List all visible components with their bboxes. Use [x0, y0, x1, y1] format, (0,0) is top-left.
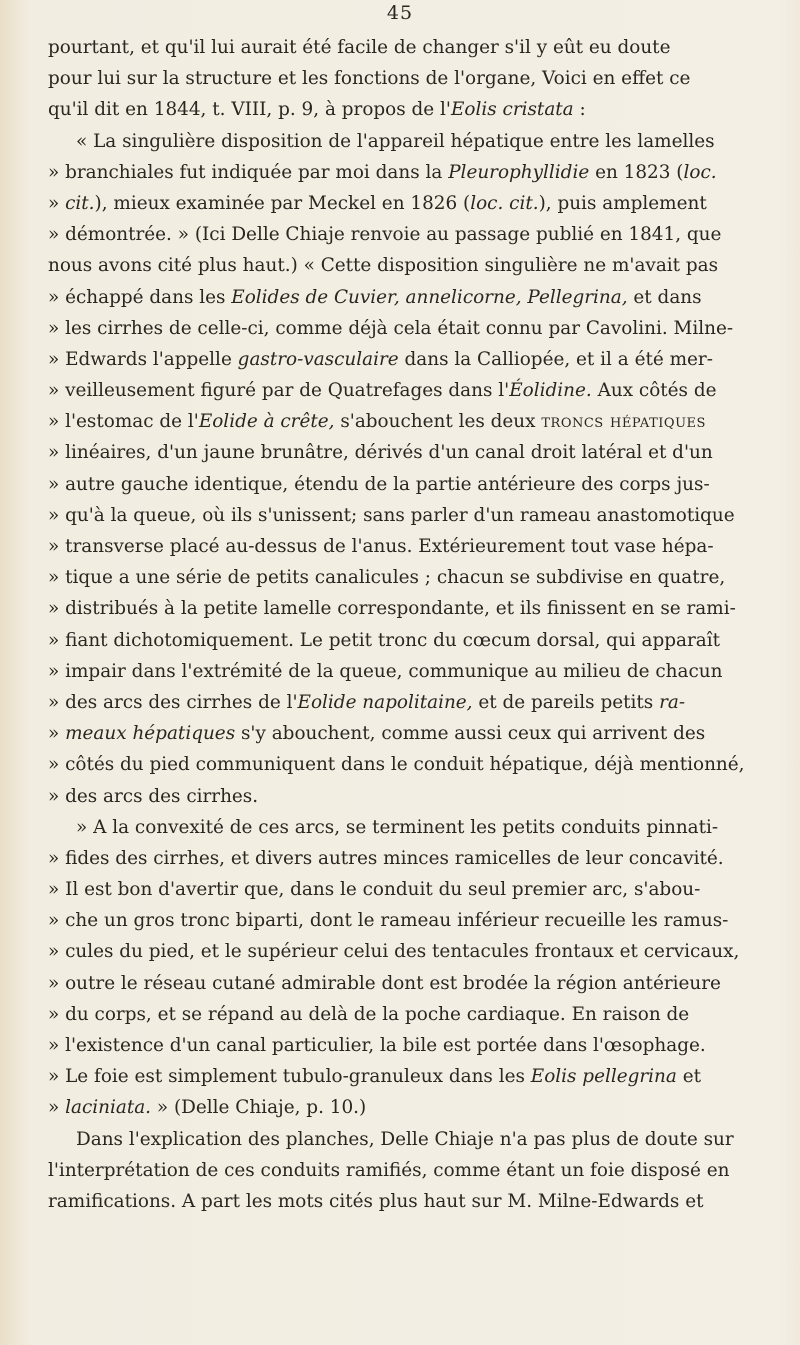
text-span: ), puis amplement [538, 192, 707, 214]
text-span: s'abouchent les deux [334, 411, 542, 433]
text-span: » échappé dans les [48, 286, 232, 308]
text-line [48, 313, 784, 344]
text-span: qu'il dit en 1844, t. VIII, p. 9, à propos de l' [48, 99, 451, 121]
text-line [48, 625, 784, 656]
text-span: » des arcs des cirrhes. [48, 785, 259, 807]
text-span: ), mieux examinée par Meckel en 1826 ( [94, 192, 471, 214]
text-span: l'interprétation de ces conduits ramifiés, comme étant un foie disposé en [48, 1159, 730, 1181]
text-span: « La singulière disposition de l'appareil hépatique entre les lamelles [76, 130, 715, 152]
text-span: » veilleusement figuré par de Quatrefages dans l' [48, 380, 510, 402]
italic-text: cit. [65, 192, 95, 214]
text-span: » Il est bon d'avertir que, dans le conduit du seul premier arc, s'abou- [48, 879, 701, 901]
text-span: » qu'à la queue, où ils s'unissent; sans parler d'un rameau anastomotique [48, 504, 735, 526]
italic-text: Pleurophyllidie [448, 161, 590, 183]
italic-text: meaux hépatiques [65, 723, 236, 745]
text-line [48, 843, 784, 874]
italic-text: Eolide à crête, [198, 411, 335, 433]
text-line [48, 718, 784, 749]
small-caps-text: troncs hépatiques [541, 411, 706, 433]
text-line [48, 687, 784, 718]
text-line [48, 593, 784, 624]
text-line [48, 781, 784, 812]
text-span: » autre gauche identique, étendu de la partie antérieure des corps jus- [48, 473, 710, 495]
text-span: » l'existence d'un canal particulier, la bile est portée dans l'œsophage. [48, 1035, 706, 1056]
text-span: et de pareils petits [472, 691, 660, 713]
text-span: » Le foie est simplement tubulo-granuleux dans les [48, 1066, 531, 1088]
text-span: » outre le réseau cutané admirable dont est brodée la région antérieure [48, 972, 721, 994]
text-span: » du corps, et se répand au delà de la poche cardiaque. En raison de [48, 1003, 690, 1025]
text-span: » côtés du pied communiquent dans le conduit hépatique, déjà mentionné, [48, 754, 745, 776]
text-line [48, 500, 784, 531]
italic-text: Eolis cristata [450, 99, 574, 121]
italic-text: Eolis pellegrina [530, 1066, 677, 1088]
text-span: » transverse placé au-dessus de l'anus. Extérieurement tout vase hépa- [48, 536, 714, 557]
italic-text: gastro-vasculaire [237, 348, 399, 370]
text-span: » démontrée. » (Ici Delle Chiaje renvoie au passage publié en 1841, que [48, 224, 722, 246]
text-span: » A la convexité de ces arcs, se terminent les petits conduits pinnati- [76, 816, 719, 838]
text-span: » linéaires, d'un jaune brunâtre, dérivés d'un canal droit latéral et d'un [48, 442, 713, 464]
text-span: en 1823 ( [589, 161, 684, 183]
italic-text: loc. cit. [470, 192, 539, 214]
text-line [48, 874, 784, 905]
body-text [48, 32, 784, 1217]
text-line [48, 157, 784, 188]
text-span: Aux côtés de [591, 380, 717, 402]
text-line [48, 406, 784, 437]
text-line [48, 999, 784, 1030]
text-span: s'y abouchent, comme aussi ceux qui arrivent des [235, 723, 706, 745]
text-span: et dans [627, 286, 702, 308]
text-span: » fides des cirrhes, et divers autres minces ramicelles de leur concavité. [48, 847, 724, 869]
text-line [48, 812, 784, 843]
text-span: : [573, 99, 586, 121]
text-line [48, 63, 784, 94]
text-line [48, 1030, 784, 1061]
text-span: » Edwards l'appelle [48, 348, 238, 370]
italic-text: laciniata. [65, 1097, 152, 1119]
text-line [48, 936, 784, 967]
italic-text: Eolide napolitaine, [297, 691, 473, 713]
text-span: » (Delle Chiaje, p. 10.) [151, 1097, 367, 1119]
text-line [48, 1155, 784, 1186]
text-span: et [676, 1066, 701, 1088]
italic-text: Eolides de Cuvier, annelicorne, Pellegrina, [231, 286, 628, 308]
text-span: » [48, 723, 66, 745]
text-span: dans la Calliopée, et il a été mer- [398, 348, 713, 370]
text-line [48, 562, 784, 593]
text-line [48, 531, 784, 562]
text-span: ramifications. A part les mots cités plus haut sur M. Milne-Edwards et [48, 1190, 704, 1212]
text-span: » cules du pied, et le supérieur celui des tentacules frontaux et cervicaux, [48, 941, 740, 963]
text-line [48, 1124, 784, 1155]
text-line [48, 219, 784, 250]
text-span: nous avons cité plus haut.) « Cette disposition singulière ne m'avait pas [48, 255, 719, 277]
text-line [48, 749, 784, 780]
text-span: » tique a une série de petits canalicules ; chacun se subdivise en quatre, [48, 567, 726, 589]
text-span: » che un gros tronc biparti, dont le rameau inférieur recueille les ramus- [48, 910, 729, 932]
italic-text: ra- [659, 691, 686, 713]
text-span: » des arcs des cirrhes de l' [48, 691, 298, 713]
text-span: » l'estomac de l' [48, 411, 199, 433]
text-line [48, 1061, 784, 1092]
text-line [48, 469, 784, 500]
text-span: » impair dans l'extrémité de la queue, communique au milieu de chacun [48, 660, 723, 682]
text-line [48, 437, 784, 468]
text-line [48, 94, 784, 125]
text-span: » les cirrhes de celle-ci, comme déjà cela était connu par Cavolini. Milne- [48, 317, 734, 339]
italic-text: Éolidine. [509, 380, 592, 402]
text-span: » distribués à la petite lamelle correspondante, et ils finissent en se rami- [48, 598, 736, 620]
text-line [48, 1092, 784, 1123]
text-span: pourtant, et qu'il lui aurait été facile de changer s'il y eût eu doute [48, 37, 671, 58]
text-line [48, 32, 784, 63]
text-line [48, 250, 784, 281]
text-line [48, 375, 784, 406]
text-line [48, 344, 784, 375]
text-span: » fiant dichotomiquement. Le petit tronc du cœcum dorsal, qui apparaît [48, 629, 720, 651]
text-line [48, 905, 784, 936]
text-span: Dans l'explication des planches, Delle Chiaje n'a pas plus de doute sur [76, 1128, 734, 1150]
page-number: 45 [386, 2, 414, 24]
text-line [48, 968, 784, 999]
italic-text: loc. [683, 161, 717, 183]
text-line [48, 656, 784, 687]
text-line [48, 1186, 784, 1217]
text-span: » [48, 192, 66, 214]
text-line [48, 282, 784, 313]
text-line [48, 188, 784, 219]
text-line [48, 126, 784, 157]
text-span: » branchiales fut indiquée par moi dans la [48, 161, 449, 183]
text-span: » [48, 1097, 66, 1119]
text-span: pour lui sur la structure et les fonctions de l'organe, Voici en effet ce [48, 68, 691, 90]
